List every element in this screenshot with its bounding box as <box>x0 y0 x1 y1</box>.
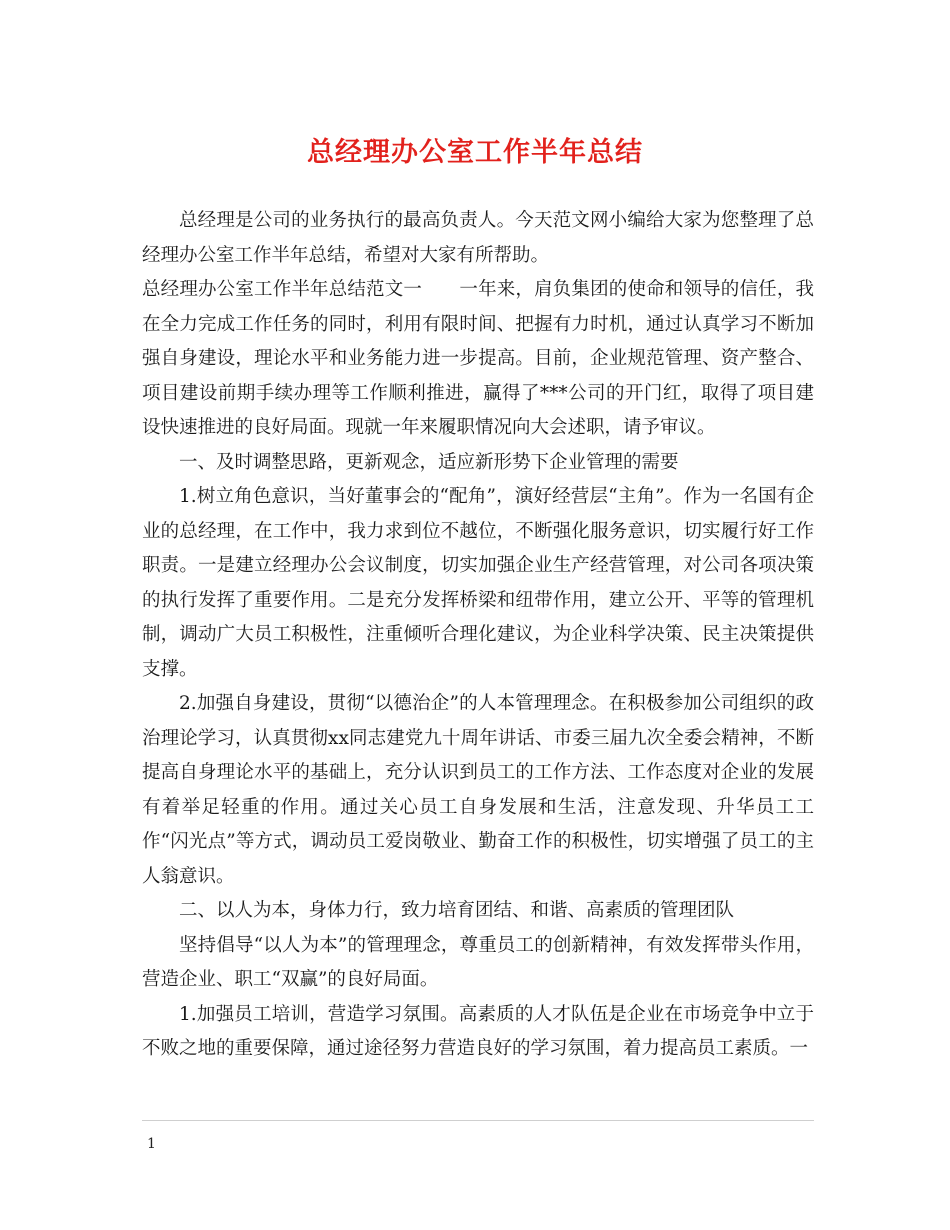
paragraph-point-1-2: 2.加强自身建设，贯彻“以德治企”的人本管理理念。在积极参加公司组织的政治理论学习，认真贯彻xx同志建党九十周年讲话、市委三届九次全委会精神，不断提高自身理论水平的基础上，充分认识到员工的工作方法、工作态度对企业的发展有着举足轻重的作用。通过关心员工自身发展和生活，注意发现、升华员工工作“闪光点”等方式，调动员工爱岗敬业、勤奋工作的积极性，切实增强了员工的主人翁意识。 <box>142 693 814 887</box>
page-number: 1 <box>147 1136 156 1152</box>
section-heading-two: 二、以人为本，身体力行，致力培育团结、和谐、高素质的管理团队 <box>179 900 735 921</box>
paragraph-point-2-1: 1.加强员工培训，营造学习氛围。高素质的人才队伍是企业在市场竞争中立于不败之地的重要保障，通过途径努力营造良好的学习氛围，着力提高员工素质。一 <box>142 1003 814 1059</box>
document-title: 总经理办公室工作半年总结 <box>307 137 643 168</box>
section-heading-one: 一、及时调整思路，更新观念，适应新形势下企业管理的需要 <box>179 451 679 473</box>
paragraph-point-1-1: 1.树立角色意识，当好董事会的“配角”，演好经营层“主角”。作为一名国有企业的总经理，在工作中，我力求到位不越位，不断强化服务意识，切实履行好工作职责。一是建立经理办公会议制度，切实加强企业生产经营管理，对公司各项决策的执行发挥了重要作用。二是充分发挥桥梁和纽带作用，建立公开、平等的管理机制，调动广大员工积极性，注重倾听合理化建议，为企业科学决策、民主决策提供支撑。 <box>142 486 814 680</box>
paragraph-section-two-intro: 坚持倡导“以人为本”的管理理念，尊重员工的创新精神，有效发挥带头作用，营造企业、职工“双赢”的良好局面。 <box>142 934 814 990</box>
footer-divider <box>142 1120 814 1121</box>
paragraph-intro: 总经理是公司的业务执行的最高负责人。今天范文网小编给大家为您整理了总经理办公室工作半年总结，希望对大家有所帮助。 <box>142 210 814 266</box>
paragraph-sample-one: 总经理办公室工作半年总结范文一 一年来，肩负集团的使命和领导的信任，我在全力完成工作任务的同时，利用有限时间、把握有力时机，通过认真学习不断加强自身建设，理论水平和业务能力进一步提高。目前，企业规范管理、资产整合、项目建设前期手续办理等工作顺利推进，赢得了***公司的开门红，取得了项目建设快速推进的良好局面。现就一年来履职情况向大会述职，请予审议。 <box>142 279 814 438</box>
document-body <box>142 204 814 1067</box>
